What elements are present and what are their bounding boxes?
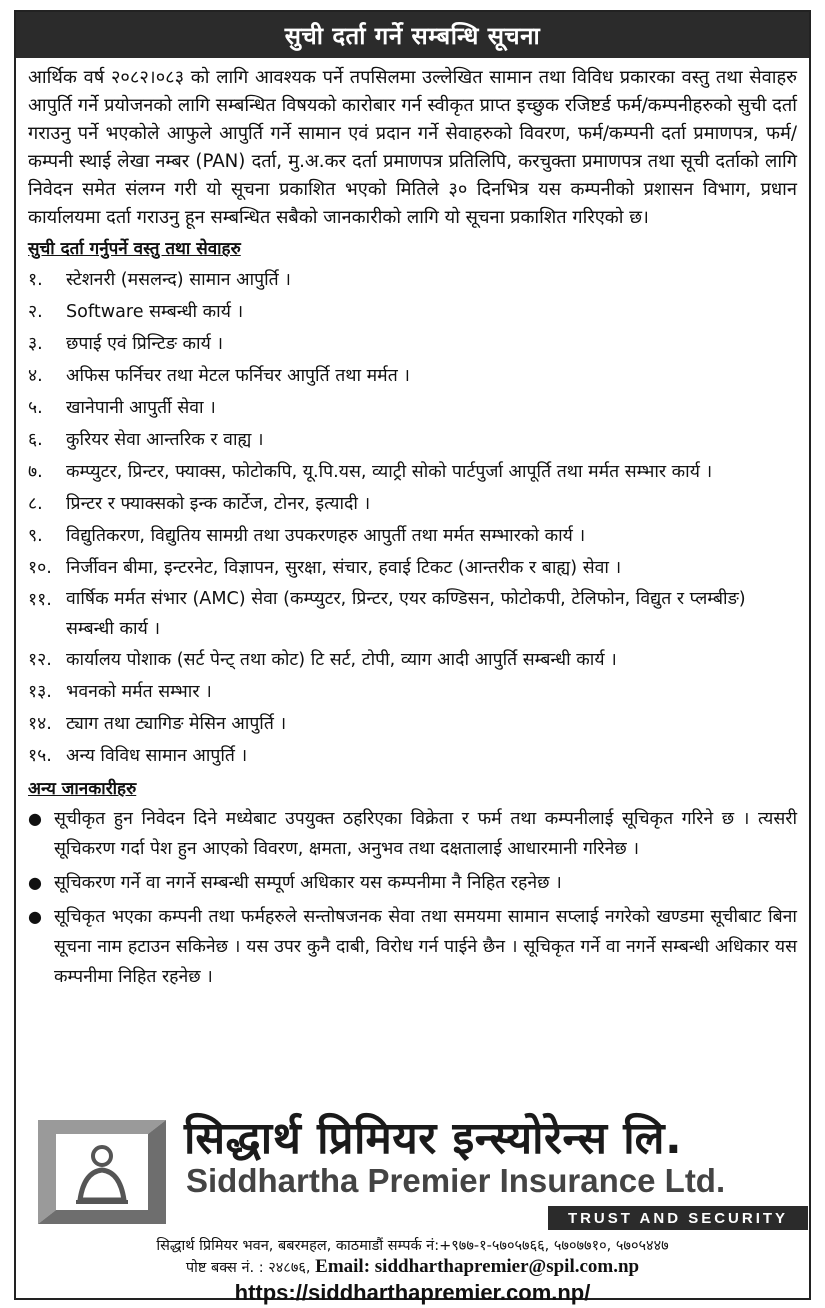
website-link[interactable]: https://siddharthapremier.com.np/ <box>234 1280 591 1305</box>
item-number: १. <box>28 270 43 290</box>
item-number: १२. <box>28 650 52 670</box>
bullet-text: सूचीकृत हुन निवेदन दिने मध्येबाट उपयुक्त ठहरिएका विक्रेता र फर्म तथा कम्पनीलाई सूचिकृत गरिने छ । त्यसरी सूचिकरण गर्दा पेश हुन आएको विवरण, क्षमता, अनुभव तथा दक्षतालाई आधारमानी गरिनेछ । <box>54 809 797 859</box>
item-number: १०. <box>28 558 52 578</box>
contact-footer <box>16 1236 809 1307</box>
item-number: २. <box>28 302 43 322</box>
item-number: १४. <box>28 714 52 734</box>
bullet-icon: ● <box>28 873 42 892</box>
intro-paragraph: आर्थिक वर्ष २०८२।०८३ को लागि आवश्यक पर्ने तपसिलमा उल्लेखित सामान तथा विविध प्रकारका वस्तु तथा सेवाहरु आपुर्ति गर्ने प्रयोजनको लागि सम्बन्धित विषयको कारोबार गर्न स्वीकृत प्राप्त इच्छुक रजिष्टर्ड फर्म/कम्पनीहरुको सुची दर्ता गराउनु पर्ने भएकोले आफुले आपुर्ति गर्ने सामान एवं प्रदान गर्ने सेवाहरुको विवरण, फर्म/कम्पनी दर्ता प्रमाणपत्र, फर्म/कम्पनी स्थाई लेखा नम्बर (PAN) दर्ता, मु.अ.कर दर्ता प्रमाणपत्र प्रतिलिपि, करचुक्ता प्रमाणपत्र तथा सूची दर्ताको लागि निवेदन समेत संलग्न गरी यो सूचना प्रकाशित भएको मितिले ३० दिनभित्र यस कम्पनीको प्रशासन विभाग, प्रधान कार्यालयमा दर्ता गराउनु हून सम्बन्धित सबैको जानकारीको लागि यो सूचना प्रकाशित गरिएको छ। <box>28 67 797 228</box>
list-item <box>28 264 797 296</box>
list-item <box>28 552 797 584</box>
item-text: अन्य विविध सामान आपुर्ति । <box>66 746 248 766</box>
contact-address: सिद्धार्थ प्रिमियर भवन, बबरमहल, काठमाडौं सम्पर्क नं:+९७७-१-५७०५७६६, ५७०७७१०, ५७०५४४७ <box>156 1238 669 1254</box>
list-item <box>28 392 797 424</box>
bullet-text: सूचिकरण गर्ने वा नगर्ने सम्बन्धी सम्पूर्ण अधिकार यस कम्पनीमा नै निहित रहनेछ । <box>54 873 562 893</box>
item-number: १५. <box>28 746 52 766</box>
notice-title: सुची दर्ता गर्ने सम्बन्धि सूचना <box>16 12 809 58</box>
company-logo-icon <box>38 1120 166 1224</box>
list-item <box>28 804 797 864</box>
list-item <box>28 868 797 898</box>
list-item <box>28 456 797 488</box>
item-text: निर्जीवन बीमा, इन्टरनेट, विज्ञापन, सुरक्षा, संचार, हवाई टिकट (आन्तरीक र बाह्य) सेवा । <box>66 558 622 578</box>
item-text: कार्यालय पोशाक (सर्ट पेन्ट् तथा कोट) टि सर्ट, टोपी, व्याग आदी आपुर्ति सम्बन्धी कार्य । <box>66 650 617 670</box>
list-item <box>28 424 797 456</box>
email-link[interactable]: Email: siddharthapremier@spil.com.np <box>315 1256 640 1277</box>
item-text: विद्युतिकरण, विद्युतिय सामग्री तथा उपकरणहरु आपुर्ती तथा मर्मत सम्भारको कार्य । <box>66 526 586 546</box>
list-item <box>28 740 797 772</box>
bullet-icon: ● <box>28 907 42 926</box>
list-item <box>28 902 797 992</box>
item-text: कुरियर सेवा आन्तरिक र वाह्य । <box>66 430 264 450</box>
bullet-text: सूचिकृत भएका कम्पनी तथा फर्महरुले सन्तोषजनक सेवा तथा समयमा सामान सप्लाई नगरेको खण्डमा सूचीबाट बिना सूचना नाम हटाउन सकिनेछ । यस उपर कुनै दाबी, विरोध गर्न पाईने छैन । सूचिकृत गर्ने वा नगर्ने सम्बन्धी अधिकार यस कम्पनीमा निहित रहनेछ । <box>54 907 797 987</box>
item-number: ८. <box>28 494 43 514</box>
po-box: पोष्ट बक्स नं. : २४८७६, <box>185 1260 311 1276</box>
list-item <box>28 584 797 644</box>
item-text: प्रिन्टर र फ्याक्सको इन्क कार्टेज, टोनर, इत्यादी । <box>66 494 371 514</box>
item-number: ६. <box>28 430 43 450</box>
notice-frame <box>14 10 811 1305</box>
item-number: ९. <box>28 526 43 546</box>
list-item <box>28 676 797 708</box>
list-item <box>28 360 797 392</box>
list-item <box>28 328 797 360</box>
item-text: भवनको मर्मत सम्भार । <box>66 682 212 702</box>
item-number: ७. <box>28 462 43 482</box>
list-item <box>28 708 797 740</box>
item-text: Software सम्बन्धी कार्य । <box>66 302 244 322</box>
company-brand <box>16 1104 809 1227</box>
item-text: स्टेशनरी (मसलन्द) सामान आपुर्ति । <box>66 270 291 290</box>
item-text: ट्याग तथा ट्यागिङ मेसिन आपुर्ति । <box>66 714 287 734</box>
item-text: छपाई एवं प्रिन्टिङ कार्य । <box>66 334 224 354</box>
items-list <box>28 264 797 772</box>
other-info-heading: अन्य जानकारीहरु <box>28 779 137 799</box>
item-text: कम्प्युटर, प्रिन्टर, फ्याक्स, फोटोकपि, यू.पि.यस, व्याट्री सोको पार्टपुर्जा आपूर्ति तथा मर्मत सम्भार कार्य । <box>66 462 713 482</box>
company-name-nepali: सिद्धार्थ प्रिमियर इन्स्योरेन्स लि. <box>184 1113 683 1164</box>
item-number: १३. <box>28 682 52 702</box>
item-text: खानेपानी आपुर्ती सेवा । <box>66 398 216 418</box>
list-item <box>28 488 797 520</box>
item-number: ३. <box>28 334 43 354</box>
company-tagline: TRUST AND SECURITY <box>548 1206 808 1230</box>
item-number: ४. <box>28 366 43 386</box>
list-item <box>28 644 797 676</box>
bullet-icon: ● <box>28 809 42 828</box>
company-name-english: Siddhartha Premier Insurance Ltd. <box>186 1162 726 1199</box>
other-info-list <box>28 804 797 992</box>
contact-pobox-email <box>16 1256 809 1279</box>
item-number: ११. <box>28 590 52 610</box>
item-number: ५. <box>28 398 43 418</box>
item-text: अफिस फर्निचर तथा मेटल फर्निचर आपुर्ति तथा मर्मत । <box>66 366 410 386</box>
notice-content <box>16 58 809 992</box>
item-text: वार्षिक मर्मत संभार (AMC) सेवा (कम्प्युटर, प्रिन्टर, एयर कण्डिसन, फोटोकपी, टेलिफोन, विद्युत र प्लम्बीङ) सम्बन्धी कार्य । <box>66 589 746 639</box>
list-item <box>28 296 797 328</box>
items-heading: सुची दर्ता गर्नुपर्ने वस्तु तथा सेवाहरु <box>28 239 241 259</box>
list-item <box>28 520 797 552</box>
